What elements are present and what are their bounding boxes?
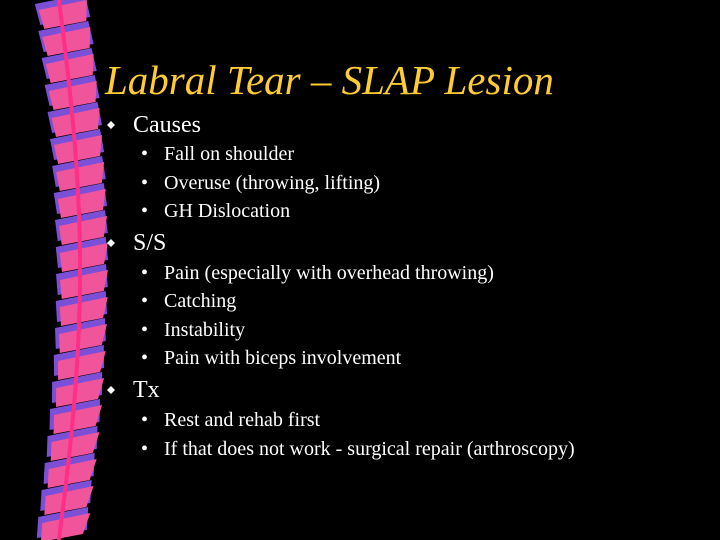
dot-bullet-icon: • <box>141 172 149 194</box>
section-heading: Causes <box>133 112 201 138</box>
dot-bullet-icon: • <box>141 262 149 284</box>
section-heading: Tx <box>133 377 160 403</box>
diamond-bullet-icon <box>107 239 115 247</box>
dot-bullet-icon: • <box>141 200 149 222</box>
diamond-bullet-icon <box>107 386 115 394</box>
section-heading: S/S <box>133 230 167 256</box>
dot-bullet-icon: • <box>141 143 149 165</box>
dot-bullet-icon: • <box>141 347 149 369</box>
dot-bullet-icon: • <box>141 438 149 460</box>
dot-bullet-icon: • <box>141 319 149 341</box>
decorative-ribbon <box>0 0 110 540</box>
diamond-bullet-icon <box>107 121 115 129</box>
slide-title: Labral Tear – SLAP Lesion <box>105 57 554 103</box>
dot-bullet-icon: • <box>141 409 149 431</box>
dot-bullet-icon: • <box>141 290 149 312</box>
